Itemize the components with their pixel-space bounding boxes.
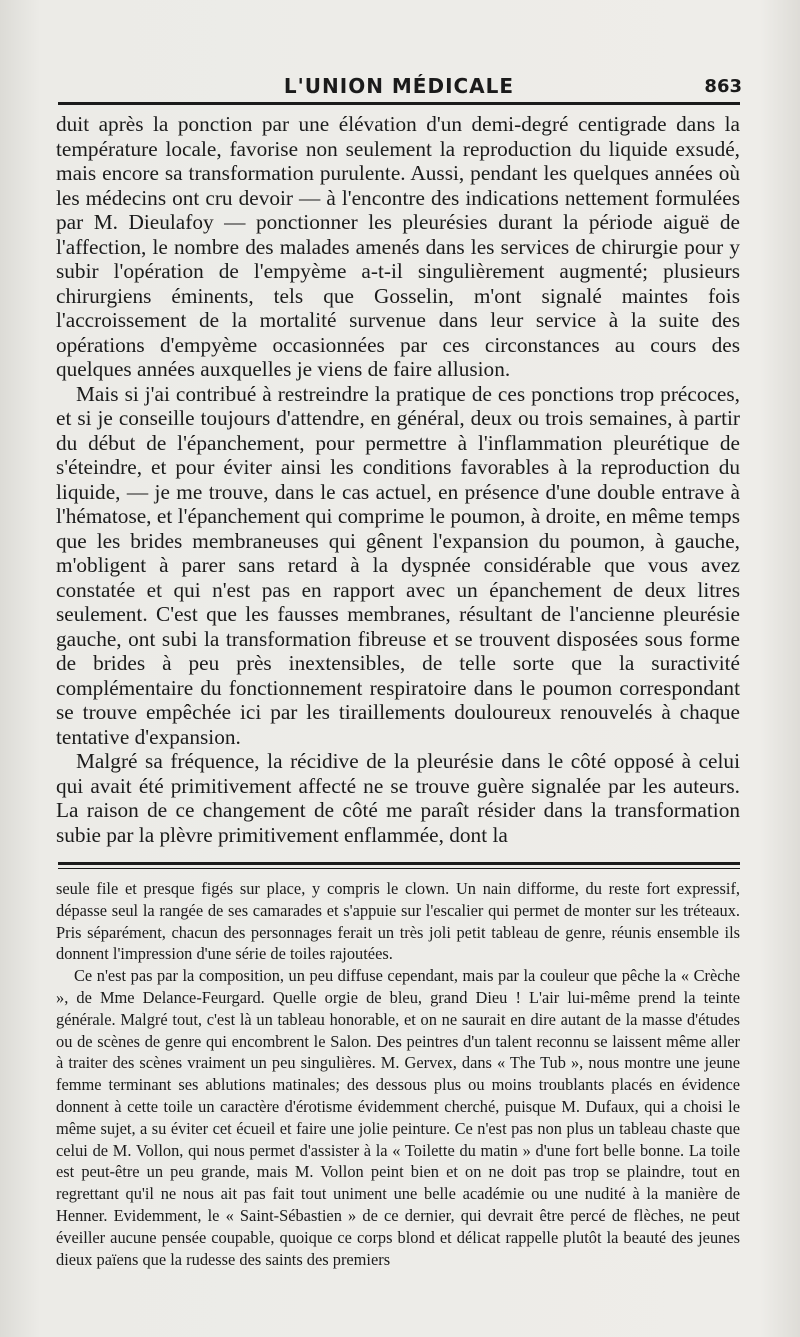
feuilleton-text xyxy=(56,878,740,1270)
main-paragraph: Malgré sa fréquence, la récidive de la pleurésie dans le côté opposé à celui qui avait été primitivement affecté ne se trouve guère signalée par les auteurs. La raison de ce changement de côté me paraît résider dans la transformation subie par la plèvre primitivement enflammée, dont la xyxy=(56,749,740,847)
main-paragraph: Mais si j'ai contribué à restreindre la pratique de ces ponctions trop précoces, et si je conseille toujours d'attendre, en général, deux ou trois semaines, à partir du début de l'épanchement, pour permettre à l'inflammation pleurétique de s'éteindre, et pour éviter ainsi les conditions favorables à la reproduction du liquide, — je me trouve, dans le cas actuel, en présence d'une double entrave à l'hématose, et l'épanchement qui comprime le poumon, à droite, en même temps que les brides membraneuses qui gênent l'expansion du poumon, à gauche, m'obligent à parer sans retard à la dyspnée considérable que vous avez constatée et qui n'est pas en rapport avec un épanchement de deux litres seulement. C'est que les fausses membranes, résultant de l'ancienne pleurésie gauche, ont subi la transformation fibreuse et se trouvent disposées sous forme de brides à peu près inextensibles, de telle sorte que la suractivité complémentaire du fonctionnement respiratoire dans le poumon correspondant se trouve empêchée ici par les tiraillements douloureux renouvelés à chaque tentative d'expansion. xyxy=(56,381,740,749)
page-number: 863 xyxy=(704,76,742,97)
header-rule xyxy=(58,102,740,105)
main-text xyxy=(56,112,740,847)
running-title: L'UNION MÉDICALE xyxy=(283,74,515,98)
feuilleton-paragraph: seule file et presque figés sur place, y compris le clown. Un nain difforme, du reste fort expressif, dépasse seul la rangée de ses camarades et s'appuie sur l'escalier qui permet de monter sur les tréteaux. Pris séparément, chacun des personnages ferait un très joli petit tableau de genre, réunis ensemble ils donnent l'impression d'une série de toiles rajoutées. xyxy=(56,879,740,964)
feuilleton-separator-thin xyxy=(58,868,740,869)
main-paragraph: duit après la ponction par une élévation d'un demi-degré centigrade dans la température locale, favorise non seulement la reproduction du liquide exsudé, mais encore sa transformation purulente. Aussi, pendant les quelques années où les médecins ont cru devoir — à l'encontre des indications nettement formulées par M. Dieulafoy — ponctionner les pleurésies durant la période aiguë de l'affection, le nombre des malades amenés dans les services de chirurgie pour y subir l'opération de l'empyème a-t-il singulièrement augmenté; plusieurs chirurgiens éminents, tels que Gosselin, m'ont signalé maintes fois l'accroissement de la mortalité survenue dans leur service à la suite des opérations d'empyème occasionnées par ces circonstances au cours des quelques années auxquelles je viens de faire allusion. xyxy=(56,112,740,381)
page-header xyxy=(58,68,740,102)
feuilleton-paragraph: Ce n'est pas par la composition, un peu diffuse cependant, mais par la couleur que pêche la « Crèche », de Mme Delance-Feurgard. Quelle orgie de bleu, grand Dieu ! L'air lui-même prend la teinte générale. Malgré tout, c'est là un tableau honorable, et on ne saurait en dire autant de la masse d'études ou de scènes de genre qui encombrent le Salon. Des peintres d'un talent reconnu se laissent même aller à traiter des scènes vraiment un peu singulières. M. Gervex, dans « The Tub », nous montre une jeune femme terminant ses ablutions matinales; des dessous plus ou moins troublants placés en évidence donnent à cette toile un caractère d'érotisme évidemment cherché, puisque M. Dufaux, qui a choisi le même sujet, a su éviter cet écueil et faire une jolie peinture. Ce n'est pas non plus un tableau chaste que celui de M. Vollon, qui nous permet d'assister à la « Toilette du matin » d'une fort belle bonne. La toile est peut-être un peu grande, mais M. Vollon peint bien et on ne doit pas trop se plaindre, tout en regrettant qu'il ne nous ait pas fait tout uniment une belle académie ou une nudité à la manière de Henner. Evidemment, le « Saint-Sébastien » de ce dernier, qui devrait être percé de flèches, ne peut éveiller aucune pensée coupable, quoique ce corps blond et délicat rappelle plutôt la beauté des jeunes dieux païens que la rudesse des saints des premiers xyxy=(56,966,740,1269)
feuilleton-separator-thick xyxy=(58,862,740,865)
